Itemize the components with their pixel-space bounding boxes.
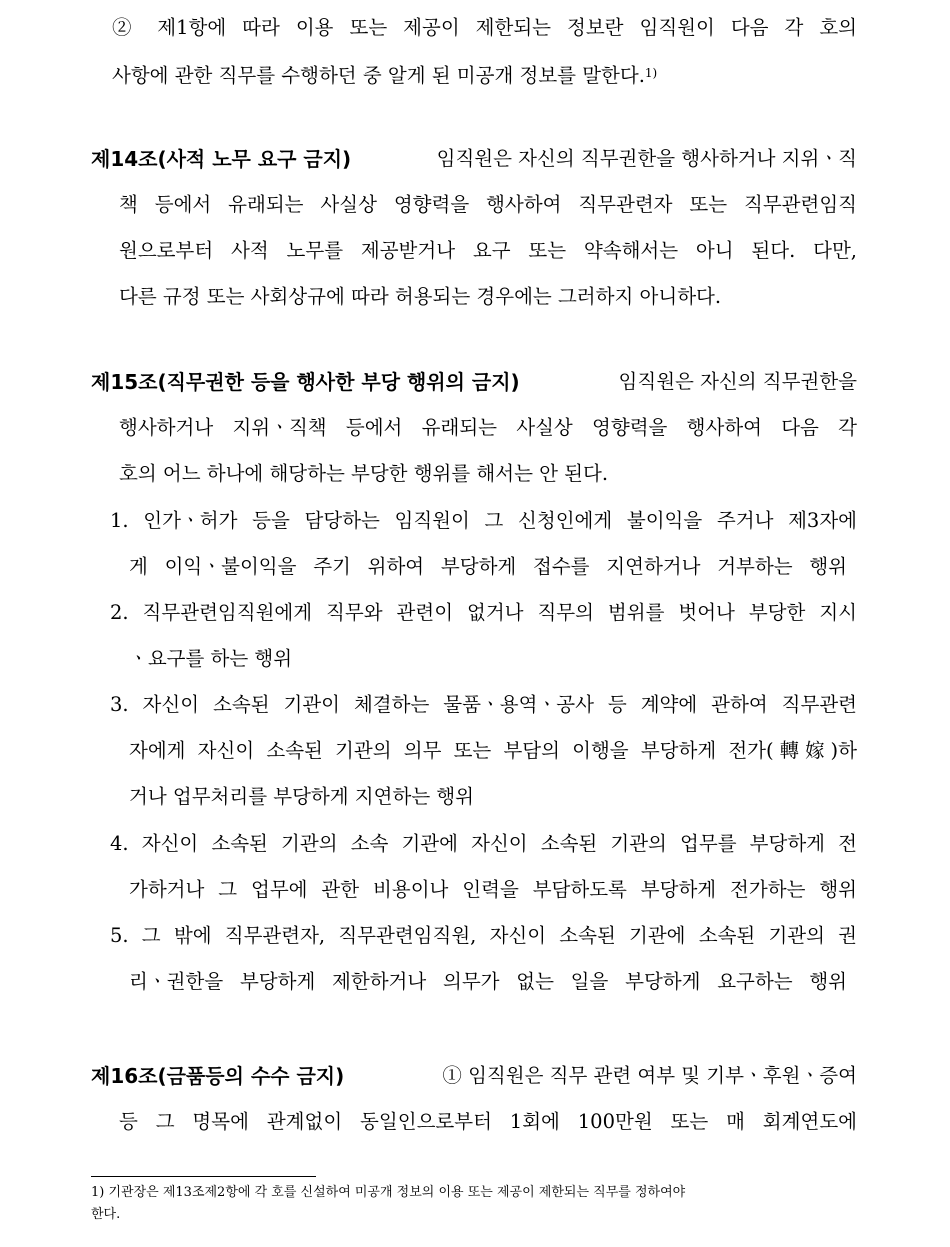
article-16-text: ① 임직원은 직무 관련 여부 및 기부ㆍ후원ㆍ증여 [442,1064,857,1087]
item-1-line-1: 1. 인가ㆍ허가 등을 담당하는 임직원이 그 신청인에게 불이익을 주거나 제3자에 [110,509,857,532]
item-5-line-1: 5. 그 밖에 직무관련자, 직무관련임직원, 자신이 소속된 기관에 소속된 기관의 권 [110,924,857,947]
footnote-separator [91,1176,316,1177]
paragraph-2-line-1: ② 제1항에 따라 이용 또는 제공이 제한되는 정보란 임직원이 다음 각 호의 [112,16,857,39]
article-14-heading: 제14조(사적 노무 요구 금지) [91,147,352,171]
item-5-line-2: 리ㆍ권한을 부당하게 제한하거나 의무가 없는 일을 부당하게 요구하는 행위 [129,970,847,993]
item-3-line-2: 자에게 자신이 소속된 기관의 의무 또는 부담의 이행을 부당하게 전가(轉嫁)하 [129,739,857,762]
article-15-text: 임직원은 자신의 직무권한을 [618,370,857,393]
article-16-line-2: 등 그 명목에 관계없이 동일인으로부터 1회에 100만원 또는 매 회계연도에 [119,1110,857,1133]
item-4-line-2: 가하거나 그 업무에 관한 비용이나 인력을 부담하도록 부당하게 전가하는 행위 [129,878,857,901]
paragraph-2-line-2 [112,59,657,90]
article-15-heading: 제15조(직무권한 등을 행사한 부당 행위의 금지) [91,370,520,394]
article-14-line-1 [91,145,857,173]
article-14-text: 임직원은 자신의 직무권한을 행사하거나 지위ㆍ직 [436,147,857,170]
article-15-line-3: 호의 어느 하나에 해당하는 부당한 행위를 해서는 안 된다. [119,462,609,485]
item-1-line-2: 게 이익ㆍ불이익을 주기 위하여 부당하게 접수를 지연하거나 거부하는 행위 [129,555,847,578]
article-14-line-2: 책 등에서 유래되는 사실상 영향력을 행사하여 직무관련자 또는 직무관련임직 [119,193,857,216]
article-15-line-2: 행사하거나 지위ㆍ직책 등에서 유래되는 사실상 영향력을 행사하여 다음 각 [119,416,857,439]
article-16-line-1 [91,1062,857,1090]
item-4-line-1: 4. 자신이 소속된 기관의 소속 기관에 자신이 소속된 기관의 업무를 부당하게 전 [110,832,857,855]
footnote-reference[interactable]: 1) [644,66,658,80]
item-2-line-2: ㆍ요구를 하는 행위 [129,647,293,670]
article-14-line-3: 원으로부터 사적 노무를 제공받거나 요구 또는 약속해서는 아니 된다. 다만, [119,239,857,262]
article-16-heading: 제16조(금품등의 수수 금지) [91,1064,345,1088]
item-3-line-1: 3. 자신이 소속된 기관이 체결하는 물품ㆍ용역ㆍ공사 등 계약에 관하여 직무관련 [110,693,857,716]
article-15-line-1 [91,368,857,396]
footnote-line-2: 한다. [91,1207,121,1222]
item-3-line-3: 거나 업무처리를 부당하게 지연하는 행위 [129,785,475,808]
item-2-line-1: 2. 직무관련임직원에게 직무와 관련이 없거나 직무의 범위를 벗어나 부당한 지시 [110,601,857,624]
footnote-line-1: 1) 기관장은 제13조제2항에 각 호를 신설하여 미공개 정보의 이용 또는 제공이 제한되는 직무를 정하여야 [91,1185,686,1200]
paragraph-2-line-2-text: 사항에 관한 직무를 수행하던 중 알게 된 미공개 정보를 말한다. [112,64,645,87]
article-14-line-4: 다른 규정 또는 사회상규에 따라 허용되는 경우에는 그러하지 아니하다. [119,285,722,308]
